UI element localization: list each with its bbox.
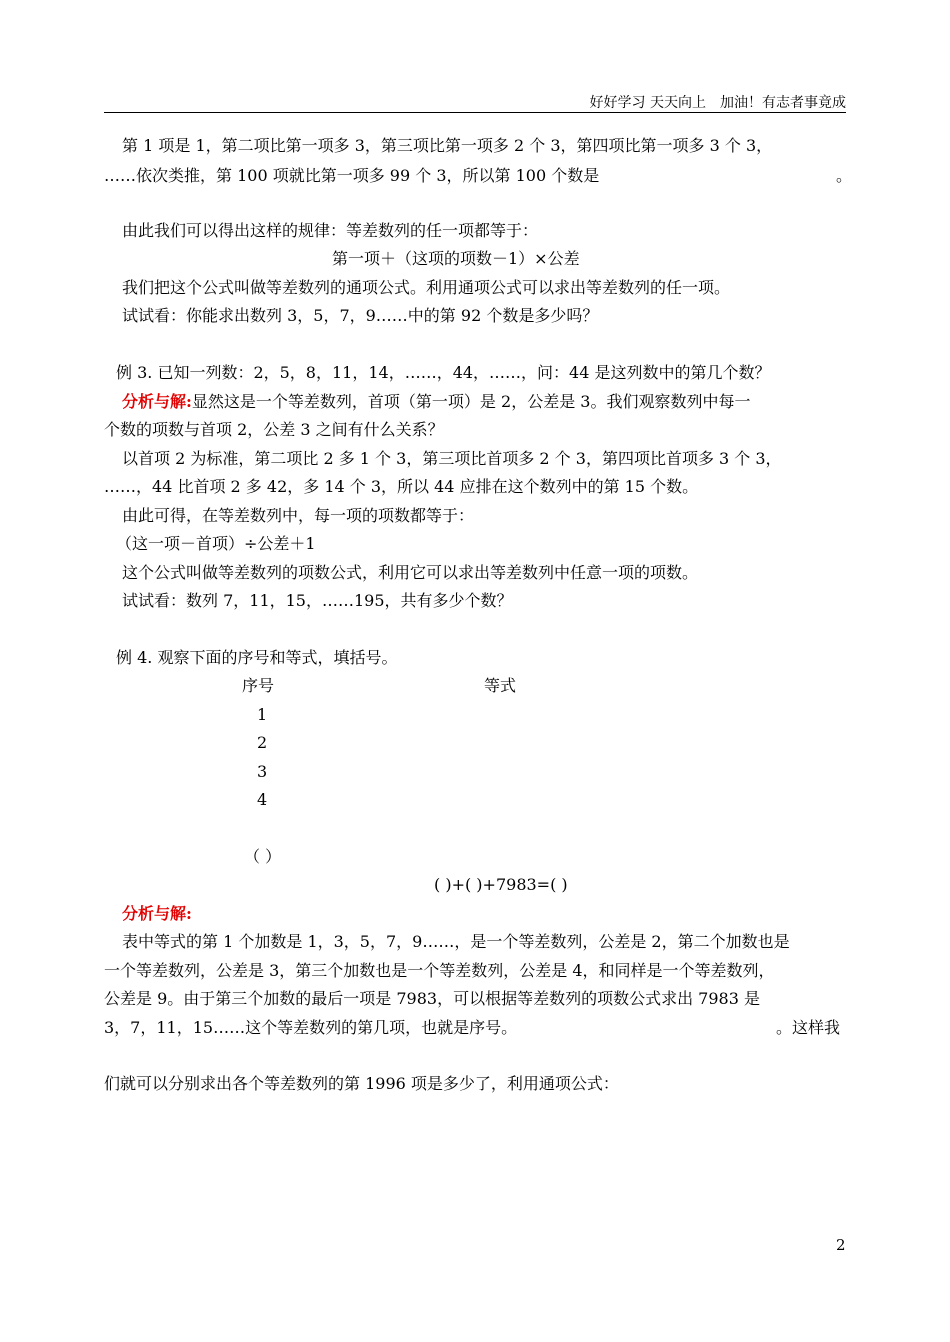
example3-analysis-label: 分析与解:	[122, 392, 192, 411]
example3-analysis	[122, 391, 750, 413]
page-number: 2	[836, 1236, 846, 1254]
index-row-4: 4	[257, 790, 268, 809]
rule-intro: 由此我们可以得出这样的规律：等差数列的任一项都等于：	[122, 221, 539, 240]
example4-line1: 表中等式的第 1 个加数是 1，3，5，7，9……，是一个等差数列，公差是 2，第二个加数也是	[122, 932, 790, 951]
page-header: 好好学习 天天向上 加油！有志者事竟成	[589, 95, 846, 111]
para1-line1: 第 1 项是 1，第二项比第一项多 3，第三项比第一项多 2 个 3，第四项比第一项多 3 个 3，	[122, 136, 773, 155]
example4-analysis-label: 分析与解:	[122, 904, 192, 923]
example3-line3: 以首项 2 为标准，第二项比 2 多 1 个 3，第三项比首项多 2 个 3，第四项比首项多 3 个 3，	[122, 449, 782, 468]
example3-analysis-line1: 显然这是一个等差数列，首项（第一项）是 2，公差是 3。我们观察数列中每一	[191, 392, 751, 411]
para1-line2: ……依次类推，第 100 项就比第一项多 99 个 3，所以第 100 个数是	[104, 166, 600, 185]
term-count-formula: （这一项－首项）÷公差＋1	[116, 534, 316, 553]
index-row-2: 2	[257, 733, 268, 752]
index-blank: （ ）	[244, 847, 282, 866]
para1-end-mark: 。	[836, 166, 853, 185]
equation-blank: ( )+( )+7983=( )	[434, 875, 568, 894]
column-header-equation: 等式	[484, 676, 517, 695]
example3-line4: ……，44 比首项 2 多 42，多 14 个 3，所以 44 应排在这个数列中的第 15 个数。	[104, 477, 699, 496]
index-row-3: 3	[257, 762, 268, 781]
example4-title: 例 4. 观察下面的序号和等式，填括号。	[116, 648, 398, 667]
rule-naming: 我们把这个公式叫做等差数列的通项公式。利用通项公式可以求出等差数列的任一项。	[122, 278, 731, 297]
example3-analysis-line2: 个数的项数与首项 2，公差 3 之间有什么关系？	[104, 420, 444, 439]
index-row-1: 1	[257, 705, 268, 724]
header-divider	[104, 112, 846, 113]
example3-title: 例 3. 已知一列数：2，5，8，11，14，……，44，……，问：44 是这列数中的第几个数？	[116, 363, 771, 382]
example4-line2: 一个等差数列，公差是 3，第三个加数也是一个等差数列，公差是 4，和同样是一个等差数列，	[104, 961, 775, 980]
example4-line3: 公差是 9。由于第三个加数的最后一项是 7983，可以根据等差数列的项数公式求出 7983 是	[104, 989, 760, 1008]
example3-naming: 这个公式叫做等差数列的项数公式，利用它可以求出等差数列中任意一项的项数。	[122, 563, 699, 582]
example3-try: 试试看：数列 7，11，15，……195，共有多少个数？	[122, 591, 513, 610]
rule-try: 试试看：你能求出数列 3，5，7，9……中的第 92 个数是多少吗？	[122, 306, 599, 325]
example4-line4-end: 。这样我	[776, 1018, 841, 1037]
example4-line5: 们就可以分别求出各个等差数列的第 1996 项是多少了，利用通项公式：	[104, 1074, 619, 1093]
example3-line5: 由此可得，在等差数列中，每一项的项数都等于：	[122, 506, 475, 525]
general-term-formula: 第一项＋（这项的项数－1）×公差	[332, 249, 580, 268]
column-header-index: 序号	[242, 676, 275, 695]
example4-line4: 3，7，11，15……这个等差数列的第几项，也就是序号。	[104, 1018, 518, 1037]
